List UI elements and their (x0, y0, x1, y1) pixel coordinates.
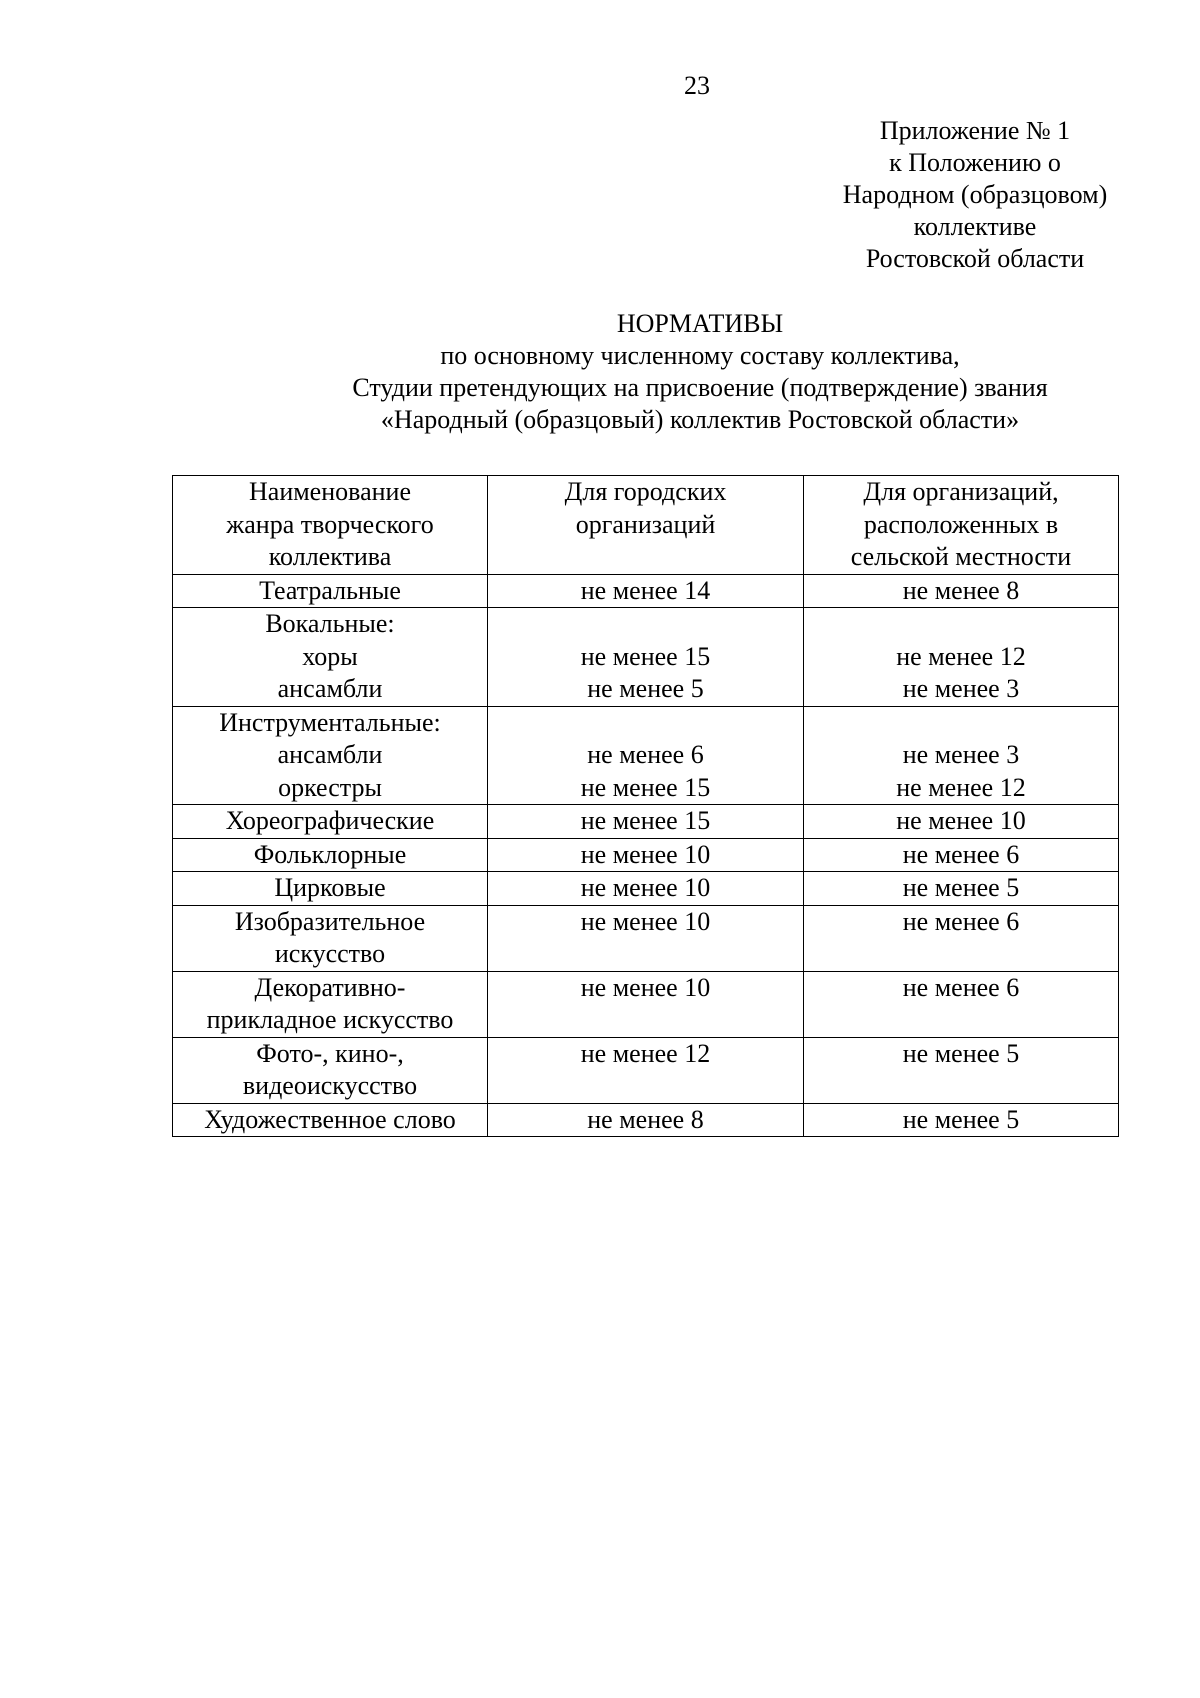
document-heading (200, 308, 1200, 436)
appendix-line: к Положению о (889, 148, 1061, 177)
appendix-line: Приложение № 1 (879, 116, 1071, 145)
urban-cell: не менее 14 (488, 574, 804, 608)
header-rural: Для организаций, расположенных в сельской местности (804, 476, 1119, 575)
genre-cell: Вокальные: хоры ансамбли (173, 608, 488, 707)
genre-cell: Театральные (173, 574, 488, 608)
genre-cell: Фото-, кино-, видеоискусство (173, 1037, 488, 1103)
genre-cell: Цирковые (173, 872, 488, 906)
subtitle-line: Студии претендующих на присвоение (подтверждение) звания (352, 373, 1048, 402)
rural-cell: не менее 8 (804, 574, 1119, 608)
table-row (173, 971, 1119, 1037)
urban-cell: не менее 8 (488, 1103, 804, 1137)
rural-cell: не менее 12 не менее 3 (804, 608, 1119, 707)
document-title: НОРМАТИВЫ (616, 309, 784, 338)
urban-cell: не менее 10 (488, 872, 804, 906)
rural-cell: не менее 5 (804, 872, 1119, 906)
genre-cell: Декоративно- прикладное искусство (173, 971, 488, 1037)
table-row (173, 608, 1119, 707)
appendix-line: Ростовской области (865, 244, 1085, 273)
rural-cell: не менее 3 не менее 12 (804, 706, 1119, 805)
table-row (173, 1037, 1119, 1103)
table-row (173, 838, 1119, 872)
table-row (173, 1103, 1119, 1137)
header-genre: Наименование жанра творческого коллектива (173, 476, 488, 575)
rural-cell: не менее 5 (804, 1037, 1119, 1103)
urban-cell: не менее 10 (488, 838, 804, 872)
table-row (173, 872, 1119, 906)
table-row (173, 805, 1119, 839)
table-header-row (173, 476, 1119, 575)
page-number: 23 (684, 71, 710, 100)
urban-cell: не менее 15 (488, 805, 804, 839)
appendix-line: коллективе (913, 212, 1037, 241)
header-urban: Для городских организаций (488, 476, 804, 575)
genre-cell: Изобразительное искусство (173, 905, 488, 971)
genre-cell: Хореографические (173, 805, 488, 839)
urban-cell: не менее 10 (488, 905, 804, 971)
urban-cell: не менее 15 не менее 5 (488, 608, 804, 707)
subtitle-line: по основному численному составу коллектива, (440, 341, 960, 370)
genre-cell: Инструментальные: ансамбли оркестры (173, 706, 488, 805)
rural-cell: не менее 6 (804, 971, 1119, 1037)
rural-cell: не менее 6 (804, 838, 1119, 872)
norms-table (172, 475, 1119, 1137)
appendix-line: Народном (образцовом) (842, 180, 1108, 209)
table-row (173, 706, 1119, 805)
rural-cell: не менее 10 (804, 805, 1119, 839)
rural-cell: не менее 5 (804, 1103, 1119, 1137)
genre-cell: Художественное слово (173, 1103, 488, 1137)
urban-cell: не менее 12 (488, 1037, 804, 1103)
subtitle-line: «Народный (образцовый) коллектив Ростовской области» (380, 405, 1020, 434)
urban-cell: не менее 10 (488, 971, 804, 1037)
genre-cell: Фольклорные (173, 838, 488, 872)
appendix-note (820, 115, 1130, 275)
rural-cell: не менее 6 (804, 905, 1119, 971)
table-row (173, 905, 1119, 971)
table-row (173, 574, 1119, 608)
urban-cell: не менее 6 не менее 15 (488, 706, 804, 805)
